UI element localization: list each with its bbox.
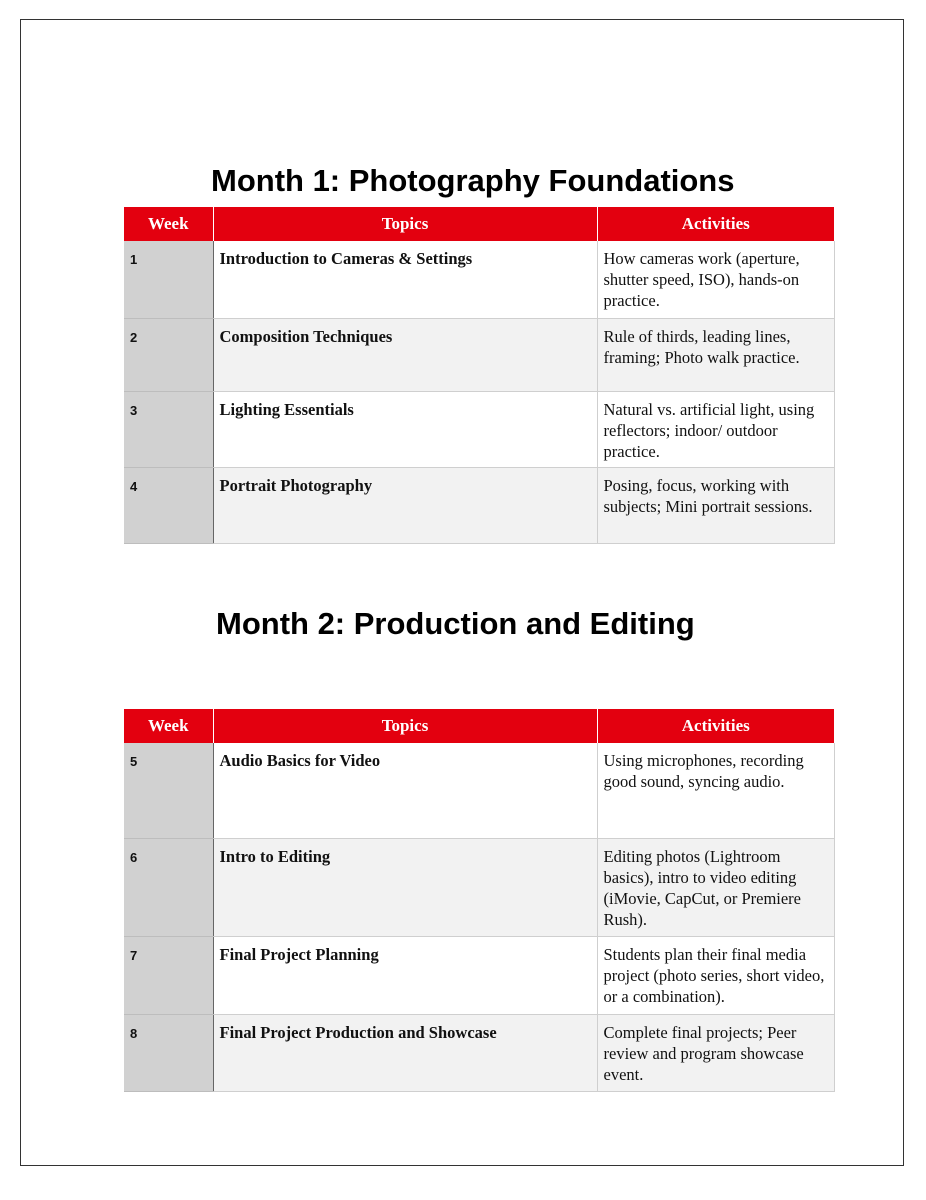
topic-cell: Final Project Production and Showcase — [213, 1014, 597, 1091]
month2-title: Month 2: Production and Editing — [216, 606, 695, 641]
topic-cell: Audio Basics for Video — [213, 743, 597, 838]
table-row — [124, 936, 834, 1014]
week-number: 1 — [124, 241, 213, 318]
table-header-row — [124, 709, 834, 743]
topic-cell: Portrait Photography — [213, 467, 597, 543]
activity-cell: Natural vs. artificial light, using reflectors; indoor/ outdoor practice. — [597, 391, 834, 467]
activity-cell: How cameras work (aperture, shutter speed, ISO), hands-on practice. — [597, 241, 834, 318]
month2-schedule-table — [124, 709, 835, 1092]
month1-schedule-table — [124, 207, 835, 544]
month1-title: Month 1: Photography Foundations — [211, 163, 735, 198]
week-number: 5 — [124, 743, 213, 838]
week-number: 7 — [124, 936, 213, 1014]
topic-cell: Intro to Editing — [213, 838, 597, 936]
week-number: 3 — [124, 391, 213, 467]
activity-cell: Using microphones, recording good sound, syncing audio. — [597, 743, 834, 838]
table-row — [124, 1014, 834, 1091]
header-topics: Topics — [213, 207, 597, 241]
topic-cell: Lighting Essentials — [213, 391, 597, 467]
table-row — [124, 743, 834, 838]
header-activities: Activities — [597, 207, 834, 241]
topic-cell: Final Project Planning — [213, 936, 597, 1014]
table-row — [124, 318, 834, 391]
week-number: 2 — [124, 318, 213, 391]
activity-cell: Editing photos (Lightroom basics), intro to video editing (iMovie, CapCut, or Premiere Rush). — [597, 838, 834, 936]
table-header-row — [124, 207, 834, 241]
header-activities: Activities — [597, 709, 834, 743]
topic-cell: Composition Techniques — [213, 318, 597, 391]
header-week: Week — [124, 207, 213, 241]
week-number: 4 — [124, 467, 213, 543]
activity-cell: Rule of thirds, leading lines, framing; Photo walk practice. — [597, 318, 834, 391]
activity-cell: Complete final projects; Peer review and program showcase event. — [597, 1014, 834, 1091]
table-row — [124, 391, 834, 467]
header-week: Week — [124, 709, 213, 743]
topic-cell: Introduction to Cameras & Settings — [213, 241, 597, 318]
table-row — [124, 241, 834, 318]
week-number: 6 — [124, 838, 213, 936]
table-row — [124, 838, 834, 936]
activity-cell: Students plan their final media project (photo series, short video, or a combination). — [597, 936, 834, 1014]
week-number: 8 — [124, 1014, 213, 1091]
header-topics: Topics — [213, 709, 597, 743]
activity-cell: Posing, focus, working with subjects; Mini portrait sessions. — [597, 467, 834, 543]
table-row — [124, 467, 834, 543]
